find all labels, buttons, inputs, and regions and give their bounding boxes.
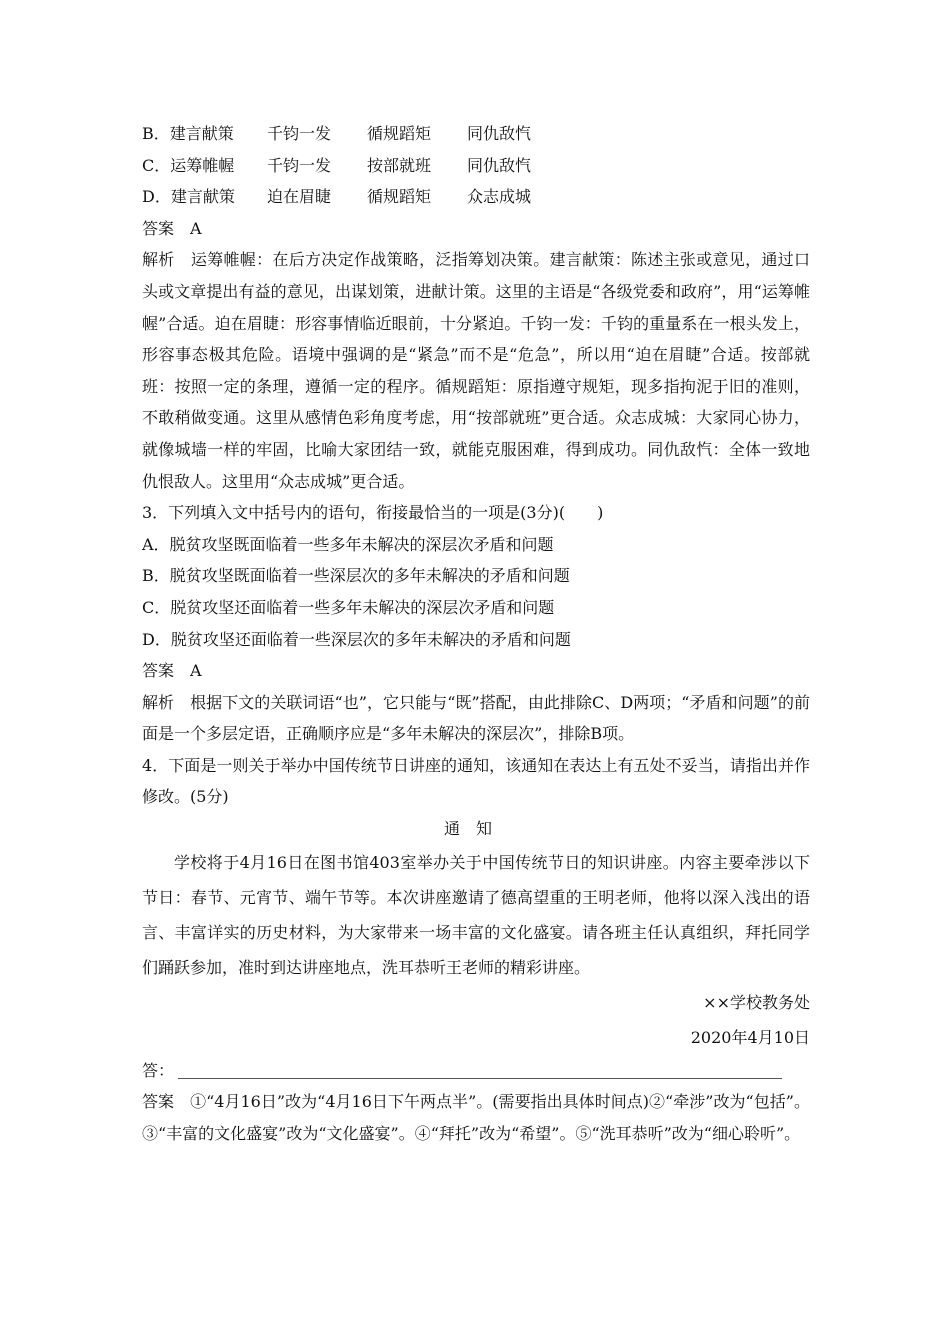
document-page: [142, 118, 810, 1149]
option-b-word1: B．建言献策: [142, 124, 234, 143]
q4-stem: 4．下面是一则关于举办中国传统节日讲座的通知，该通知在表达上有五处不妥当，请指出并作修改。(5分): [142, 755, 810, 807]
q3-option-c: C．脱贫攻坚还面临着一些多年未解决的深层次矛盾和问题: [142, 597, 555, 617]
option-b-word2: 千钧一发: [267, 124, 332, 143]
option-c-row: [142, 150, 810, 182]
option-d-row: [142, 181, 810, 213]
notice-signature: ××学校教务处: [703, 992, 810, 1012]
option-b-row: [142, 118, 810, 150]
notice-title: 通知: [443, 819, 508, 839]
q4-answer: 答案 ①“4月16日”改为“4月16日下午两点半”。(需要指出具体时间点)②“牵涉”改为“包括”。③“丰富的文化盛宴”改为“文化盛宴”。④“拜托”改为“希望”。⑤“洗耳恭听”改为“细心聆听”。: [142, 1092, 810, 1143]
option-d-word4: 众志成城: [467, 187, 532, 207]
answer-prompt: 答：: [142, 1060, 175, 1080]
notice-date: 2020年4月10日: [690, 1027, 810, 1047]
option-d-word3: 循规蹈矩: [367, 187, 432, 207]
notice-body: 学校将于4月16日在图书馆403室举办关于中国传统节日的知识讲座。内容主要牵涉以下节日：春节、元宵节、端午节等。本次讲座邀请了德高望重的王明老师，他将以深入浅出的语言、丰富详实的历史材料，为大家带来一场丰富的文化盛宴。请各班主任认真组织，拜托同学们踊跃参加，准时到达讲座地点，洗耳恭听王老师的精彩讲座。: [142, 852, 810, 977]
q2-analysis: 解析 运筹帷幄：在后方决定作战策略，泛指筹划决策。建言献策：陈述主张或意见，通过口头或文章提出有益的意见，出谋划策，进献计策。这里的主语是“各级党委和政府”，用“运筹帷幄”合适。迫在眉睫：形容事情临近眼前，十分紧迫。千钧一发：千钧的重量系在一根头发上，形容事态极其危险。语境中强调的是“紧急”而不是“危急”，所以用“迫在眉睫”合适。按部就班：按照一定的条理，遵循一定的程序。循规蹈矩：原指遵守规矩，现多指拘泥于旧的准则，不敢稍做变通。这里从感情色彩角度考虑，用“按部就班”更合适。众志成城：大家同心协力，就像城墙一样的牢固，比喻大家团结一致，就能克服困难，得到成功。同仇敌忾：全体一致地仇恨敌人。这里用“众志成城”更合适。: [142, 250, 810, 491]
answer-blank-line[interactable]: [178, 1064, 782, 1079]
option-d-word1: D．建言献策: [142, 187, 235, 207]
q3-answer: 答案 A: [142, 661, 202, 681]
option-d-word2: 迫在眉睫: [267, 187, 332, 207]
option-c-word1: C．运筹帷幄: [142, 155, 235, 175]
option-c-word2: 千钧一发: [267, 155, 332, 175]
q3-option-d: D．脱贫攻坚还面临着一些深层次的多年未解决的矛盾和问题: [142, 629, 571, 649]
q3-option-b: B．脱贫攻坚既面临着一些深层次的多年未解决的矛盾和问题: [142, 566, 570, 586]
option-b-word3: 循规蹈矩: [367, 124, 432, 143]
option-c-word3: 按部就班: [367, 155, 432, 175]
answer-line-row: [142, 1055, 810, 1087]
q2-answer: 答案 A: [142, 218, 202, 238]
q3-analysis: 解析 根据下文的关联词语“也”，它只能与“既”搭配，由此排除C、D两项；“矛盾和问题”的前面是一个多层定语，正确顺序应是“多年未解决的深层次”，排除B项。: [142, 692, 810, 744]
q3-stem: 3．下列填入文中括号内的语句，衔接最恰当的一项是(3分)( ): [142, 503, 604, 523]
option-c-word4: 同仇敌忾: [467, 155, 532, 175]
option-b-word4: 同仇敌忾: [467, 124, 532, 143]
q3-option-a: A．脱贫攻坚既面临着一些多年未解决的深层次矛盾和问题: [142, 534, 554, 554]
